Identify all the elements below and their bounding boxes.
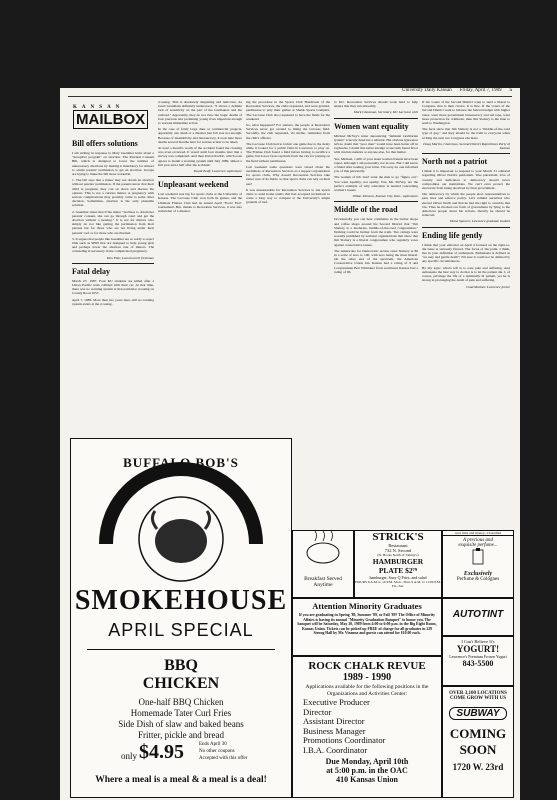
- article-text: The facts show that Jim Slattery is not a "middle-of-the-road type of guy," and they should be the truth to everyone when writing the next two Congress elections.: [422, 127, 510, 140]
- dish-line-2: CHICKEN: [142, 675, 220, 692]
- divider: [87, 649, 275, 650]
- stricks-hamburger: HAMBURGER: [372, 557, 424, 566]
- revue-time: at 5:00 p.m. in the OAC: [326, 766, 408, 775]
- letter-signature: Doug Martin, Chairman, Second District Republican Party of Kansas: [423, 141, 510, 151]
- article-text: to KU. Recreation Services should work hard to help ensure that they run smoothly.: [334, 100, 418, 109]
- article-text: 2. Guenther states that if the minor "declines to obtain her parents' consent, she can go through court and get the abortion without a hearing." It is not for minors who simply do not like getting the permission from their parents but for those who are not living under their parents' roof or for those who are married.: [72, 209, 154, 235]
- headline-women-equality: Women want equality: [334, 121, 409, 131]
- article-text: Michael McVey's letter denouncing "feminist totalitarian tyrants" scarcely deserves a rebuttal. His obvious ignorance left no doubt that "poor men" would have been better off in Jayhawks. I doubt this naive attempt at sarcasm found favor with Jewish students or anyone else, for that matter.: [334, 133, 418, 155]
- article-text: In the case of fairly large dues or commercial projects, apparently one death or a disaster just felt was not enough. Because of insensitivity and bureaucracy, it took nine more deaths several months later for serious action to be taken.: [158, 127, 242, 144]
- attention-body: If you are graduating in Spring '89, Summer '89, or Fall '89? The Office of Minority Affairs is having its annual "Minority Graduation Banquet" to honor you. The banquet will be Saturday, May 20, 1989 from 4:00 to 6:00 p.m. in the Big Eight Room, Kansas Union. Tickets can be picked up FREE of charge for all graduates in 229 Strong Hall by Mr. Vieanna and guests can attend for $10.00 each.: [297, 613, 437, 636]
- letter-signature: Diane Spencer, Lawrence graduate student: [449, 219, 510, 224]
- revue-due: Due Monday, April 10th: [325, 757, 409, 766]
- subway-locations: OVER 3,100 LOCATIONS: [449, 691, 507, 696]
- accepted-note: Accepted with this offer: [199, 756, 248, 761]
- breakfast-ad: [292, 530, 354, 598]
- exclusively-label: Exclusively: [463, 571, 493, 577]
- revue-positions: [293, 698, 441, 755]
- special-title: APRIL SPECIAL: [108, 620, 254, 640]
- newspaper-page: [60, 88, 520, 800]
- perfume-ad: [442, 530, 514, 598]
- stricks-desc: hamburger, Suzy Q Fries, and salad: [369, 575, 427, 580]
- article-text: So, what happened? For starters, the people at Recreation Services never got around to lining the lacrosse field. Secondly, the club requested, via memo, reminders from the club's officers.: [246, 123, 330, 140]
- breakfast-line-2: Anytime: [313, 582, 333, 588]
- article-text: By my logic, what's left is to ease pain and suffering. And euthanasia the best way to do that is to let the patient die. I, of course, privilege the life of a terminally ill patient, yet he is strong in prolonging the death of pain and suffering.: [422, 265, 510, 283]
- subway-ad: [442, 686, 514, 798]
- subway-address: 1720 W. 23rd: [452, 762, 504, 772]
- yogurt-phone: 843-5500: [462, 659, 494, 668]
- article-text: crossing. This is absolutely disgusting and ludicrous. As Jared Grantham definitely understood, "it shows a definite lack of sensitivity on the part of the lawmakers and the railroad." Apparently, they do not view the tragic deaths of four precious and promising young lives important enough to warrant immediate action.: [158, 100, 242, 126]
- buffalo-bobs-ad: [70, 438, 292, 798]
- dish-desc-4: Fritter, pickle and bread: [137, 730, 225, 740]
- letters-column-4: [334, 100, 418, 500]
- perfume-colognes-label: Perfume & Colognes: [456, 577, 500, 582]
- minority-graduates-ad: [292, 598, 442, 656]
- dish-desc-3: Side Dish of slaw and baked beans: [118, 719, 244, 729]
- article-text: Occasionally you can hear comments in the barber shops and coffee shops around the Second District that "Jim Slattery is a moderate, middle-of-the-road congressman." Nothing could be further from the truth. Two ratings were recently published by national organizations that show that Jim Slattery is a liberal congressman who regularly votes against conservative issues.: [334, 217, 418, 247]
- article-text: The Lacrosse Club had to forfeit one game due to the delay while it looked for a public field in Lawrence to play on. The Frisbee Club found a field before having to sacrifice a game, but it now faces reprisals from the city for playing on the field without permission.: [246, 141, 330, 163]
- article-text: Our democracy by which the people elect representatives to pass laws and enforce policy. Let's remind ourselves who elected Oliver North and that he had the right to override that law. Thus he mocked our form of government by lying to the American people about his actions, thereby he should be removed.: [422, 192, 510, 218]
- headline-unpleasant-weekend: Unpleasant weekend: [158, 180, 229, 190]
- article-text: I think it is important to respond to your March 31 editorial regarding Oliver North's patriotism. True patriotism, love of country and dedication to democracy should never compromise our institutions. We can't even protect the electorate from being deceived by their government.: [422, 169, 510, 191]
- revue-years: 1989 - 1990: [342, 672, 392, 683]
- precious-line-2: exquisite perfume...: [458, 543, 498, 548]
- article-text: March 27, 1987. Four KU students are killed after a Union Pacific train collided with their car. At that time, there was no warning system at that particular crossing on County Road 1057.: [72, 278, 154, 296]
- headline-north-patriot: North not a patriot: [422, 157, 488, 167]
- stricks-ad: [354, 530, 442, 598]
- position-business-manager: Business Manager: [303, 725, 366, 736]
- letter-signature: Mark Glassman, Secretary, KU Lacrosse club: [353, 110, 418, 115]
- article-text: Yes, Michael, 1,200 of your sister women friends have been raped, although I am personally not in one. But I did know a friend after reading your letter. I'm sorry no one informed you of this personally.: [334, 156, 418, 174]
- rock-chalk-revue-ad: [292, 656, 442, 798]
- headline-middle-road: Middle of the road: [334, 205, 398, 215]
- letters-column-5: [422, 100, 510, 500]
- article-text: At least a month's worth of the accident found the crossing was even reviewed. It wasn't until four months later that a survey was completed. And then Union Pacific, which even agrees to install a warning system until July 1989, almost a full year and a half after the accident!: [158, 146, 242, 167]
- coming-label: COMING: [449, 726, 507, 741]
- yogurt-logo: YOGURT!: [456, 644, 500, 654]
- dish-line-1: BBQ: [164, 657, 198, 674]
- yogurt-ad: [442, 636, 514, 686]
- position-promotions-coordinator: Promotions Coordinator: [303, 735, 386, 745]
- divider: [422, 227, 510, 228]
- price: $4.95: [139, 741, 184, 763]
- attention-title: Attention Minority Graduates: [312, 601, 422, 611]
- article-text: 1. The bill says that a minor may not obtain an abortion without parents' permission. If the parents know that their child is pregnant, they can sit down and discuss the options. This is not a curious matter. A pregnancy with serious complications may possibly come to some other decision. Sometimes, abortion is the only plausible solution.: [72, 178, 154, 208]
- article-text: Last weekend some questions were raised about the usefulness of Recreation Services as a support organization for sports clubs. Why doesn't Recreation Services take better care of its fields, so that sports clubs can rely on their use?: [246, 164, 330, 186]
- no-coupons: No other coupons: [199, 749, 235, 754]
- article-text: I think that your editorial on April 4 focused on the right-to-die issue is seriously flawed. The focus of the point, I think, lies in your definition of euthanasia. Euthanasia is defined as "an easy and gentle death"; I'm sure it could not be defined by any specific circumstances.: [422, 242, 510, 264]
- article-text: It was unreasonable for Recreation Services to ask sports clubs to send home teams that had accepted invitations to come a long way to compete at the University's ample grounds of turf.: [246, 187, 330, 205]
- brand-name: BUFFALO BOB'S: [123, 455, 239, 470]
- precious-line-1: A precious and: [463, 538, 493, 543]
- article-text: ing the procedure in the Sports Club Handbook of the Recreation Services, the clubs requested, and were granted, permission to play their games at Shenk Sports Complex. The Lacrosse Club also requested to have the fields for the weekend.: [246, 100, 330, 121]
- mailbox-title: MAILBOX: [73, 110, 148, 129]
- tagline: Where a meal is a meal & a meal is a deal!: [95, 775, 267, 785]
- classified-note: save time and money...Classified: [443, 531, 513, 536]
- headline-ending-life: Ending life gently: [422, 230, 483, 240]
- buffalo-icon: [155, 519, 207, 563]
- letter-signature: Chad Mottner, Lawrence junior: [465, 284, 510, 289]
- letter-signature: Jillian Johnson, Kansas City, Kan., sophomore: [352, 194, 418, 199]
- letter-signature: David Zeuff, Lawrence sophomore: [193, 169, 242, 174]
- article-text: 3. It argues that people like Guenther are so ready to reject bills such as SB95 that are designed to help young girls and perhaps lower the abortion rate of minors. The counseling is necessary in the complicated pregnancy.: [72, 236, 154, 254]
- article-text: The Americans for Democratic Action rated Slattery at 80 in a scale of zero to 100, with zero being the most liberal. On the other end of the spectrum, the American Conservative Union has Kansas had a rating of 9 and Congressman Bob Whittaker from southwest Kansas had a rating of 96.: [334, 248, 418, 274]
- page-number: 5: [509, 88, 512, 93]
- only-label: only: [121, 751, 138, 761]
- article-text: April 7, 1989. More than two years later, still no warning system exists at the crossing.: [72, 297, 154, 306]
- position-iba-coordinator: I.B.A. Coordinator: [303, 744, 368, 755]
- breakfast-line-1: Breakfast Served: [304, 576, 342, 582]
- headline-bill-offers: Bill offers solutions: [72, 139, 138, 148]
- divider: [334, 201, 418, 202]
- stricks-sub: Restaurant: [388, 543, 408, 548]
- position-director: Director: [303, 706, 332, 717]
- article-text: The women of KU don't want the men to go "figure out." You want equality, not apathy. You, Mr. McVey, are the perfect example of why education is needed concerning women's issues.: [334, 175, 418, 193]
- yogurt-line-3: Lawrence's Premium Frozen Yogurt: [449, 654, 507, 659]
- position-executive-producer: Executive Producer: [303, 697, 370, 707]
- stricks-name: STRICK'S: [372, 531, 424, 543]
- mailbox-logo: [73, 105, 146, 135]
- ends-date: Ends April 30: [199, 742, 227, 747]
- dish-desc-2: Homemade Tater Curl Fries: [130, 708, 232, 718]
- soon-label: SOON: [459, 742, 497, 757]
- stricks-note: (N. Hocks North of Johnny's): [377, 553, 419, 557]
- letter-signature: Kim Eiler, Leavenworth freshman: [106, 255, 154, 260]
- divider: [158, 176, 242, 177]
- revue-intro: Applications available for the following positions in the Organizations and Activities Center:: [305, 684, 429, 697]
- stricks-plate: PLATE $2⁷⁹: [378, 566, 418, 575]
- position-assistant-director: Assistant Director: [303, 716, 365, 726]
- article-text: If the voters of the Second District want to send a liberal to Congress, that is their choice. It is fine. If the voters of the Second District want to balance the federal budget with higher taxes, want more government bureaucracy and red tape, want more protection for criminals, then Jim Slattery is the man to send to Washington.: [422, 100, 510, 126]
- stricks-address: 732 N. Second: [384, 548, 412, 553]
- perfume-bottle-icon: [443, 548, 513, 566]
- divider: [334, 118, 418, 119]
- mailbox-kansan: K A N S A N: [73, 105, 122, 110]
- dish-desc-1: One-half BBQ Chicken: [138, 697, 224, 707]
- divider: [72, 263, 154, 264]
- divider: [422, 153, 510, 154]
- paper-date: Friday, April 7, 1989: [459, 88, 502, 93]
- article-text: I am writing in response to Mary Guenther letter about a "deceptive program" on abortion. The Parental Consent Bill, which is designed to lower the number of unnecessary abortions by making it mandatory for minors to obtain parents' permission to get an abortion. Groups are trying to make the bill more workable.: [72, 151, 154, 177]
- autotint-logo: AUTOTINT: [452, 609, 504, 620]
- paper-name: University Daily Kansan: [402, 88, 452, 93]
- smokehouse-title: SMOKEHOUSE: [74, 585, 288, 616]
- coffee-cup-icon: [293, 531, 353, 571]
- revue-place: 410 Kansas Union: [336, 775, 398, 784]
- autotint-ad: [442, 598, 514, 636]
- page-header: [68, 88, 512, 97]
- revue-title: ROCK CHALK REVUE: [308, 660, 426, 672]
- subway-grow: COME GROW WITH US: [449, 696, 507, 701]
- headline-fatal-delay: Fatal delay: [72, 266, 110, 276]
- yogurt-line-1: I Can't Believe It's: [461, 639, 495, 644]
- subway-logo: SUBWAY: [449, 707, 507, 720]
- article-text: Last weekend was big for sports clubs at the University of Kansas. The Lacrosse Club won both its games, and the Ultimate Frisbee Club had its annual April "Fools' Fest" tournament. But, thanks to Recreation Services, it was also somewhat of a disaster.: [158, 192, 242, 214]
- stricks-hours: HOURS 6 A.M. to 10 P.M. Mon.–Thur. 6 A.M. to 11:00 P.M. Fri.–Sat.: [355, 580, 441, 588]
